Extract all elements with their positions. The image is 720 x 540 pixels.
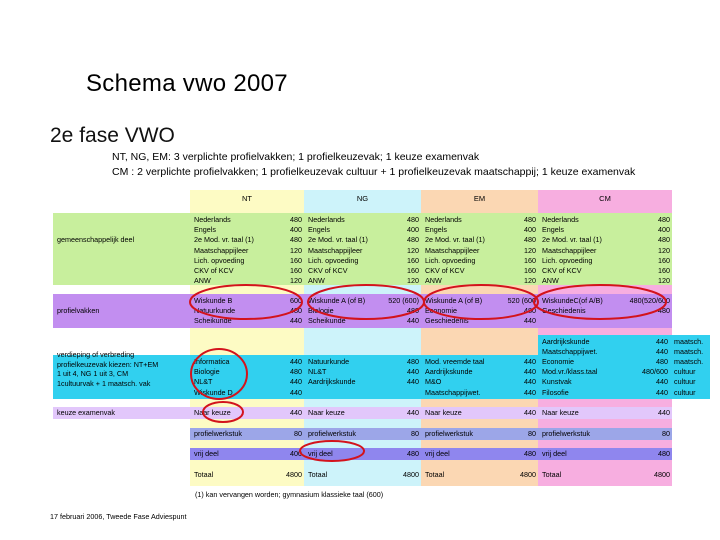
gemeenschappelijk-row-subject: Nederlands [542,215,579,224]
vrij-subject: vrij deel [425,449,450,458]
verdieping-subject: Economie [542,357,574,366]
profielvakken-row-subject: Natuurkunde [194,306,236,316]
totaal-subject: Totaal [308,470,328,479]
gemeenschappelijk-row-subject: Maatschappijleer [425,245,480,255]
gemeenschappelijk-row-subject: Maatschappijleer [194,245,249,255]
verdieping-hours: 440 [407,377,419,387]
verdieping-category: cultuur [674,377,696,387]
verdieping-hours: 440 [524,357,536,366]
verdieping-subject: Aardrijkskunde [308,377,356,387]
footer: 17 februari 2006, Tweede Fase Adviespunt [50,512,187,521]
gemeenschappelijk-row-hours: 480 [524,235,536,245]
gemeenschappelijk-row-hours: 480 [290,235,302,245]
oval-wiskunde-em [424,285,538,319]
gemeenschappelijk-row-hours: 400 [658,225,670,235]
gemeenschappelijk-row-subject: 2e Mod. vr. taal (1) [194,235,254,245]
totaal-subject: Totaal [542,470,562,479]
verdieping-subject: NL&T [194,377,213,387]
gemeenschappelijk-row-subject: ANW [308,276,325,286]
profielvakken-row-hours: 440 [524,316,536,326]
gemeenschappelijk-row-hours: 160 [407,266,419,275]
profielwerkstuk-hours: 80 [411,429,419,438]
keuze-hours: 440 [524,408,536,417]
gemeenschappelijk-row-subject: Lich. opvoeding [542,255,593,265]
profielvakken-row-subject: Biologie [308,306,334,316]
oval-vrij-deel-ng [300,441,364,461]
profielvakken-row-hours: 480 [524,306,536,316]
verdieping-hours: 440 [524,377,536,387]
gemeenschappelijk-row-hours: 480 [658,215,670,224]
totaal-subject: Totaal [194,470,214,479]
totaal-hours: 4800 [403,470,419,479]
label-verdieping-3: 1 uit 4, NG 1 uit 3, CM [57,369,129,378]
gemeenschappelijk-row-hours: 400 [290,225,302,235]
verdieping-cm-category: maatsch. [674,337,704,346]
gemeenschappelijk-row-hours: 120 [658,276,670,286]
gemeenschappelijk-row-subject: Maatschappijleer [542,245,597,255]
gemeenschappelijk-row-subject: Lich. opvoeding [194,255,245,265]
gemeenschappelijk-row-hours: 120 [658,245,670,255]
verdieping-subject: Informatica [194,357,230,366]
gemeenschappelijk-row-subject: 2e Mod. vr. taal (1) [308,235,368,245]
verdieping-cm-hours: 440 [656,347,668,357]
profielvakken-row-hours: 480 [290,306,302,316]
verdieping-subject: Mod. vreemde taal [425,357,485,366]
footnote: (1) kan vervangen worden; gymnasium klassieke taal (600) [195,490,384,499]
gemeenschappelijk-row-subject: Maatschappijleer [308,245,363,255]
verdieping-category: cultuur [674,367,696,377]
gemeenschappelijk-row-hours: 120 [524,245,536,255]
gemeenschappelijk-row-hours: 160 [407,255,419,265]
gemeenschappelijk-row-subject: ANW [194,276,211,286]
gemeenschappelijk-row-hours: 160 [290,255,302,265]
gemeenschappelijk-row-subject: Nederlands [308,215,345,224]
gemeenschappelijk-row-hours: 120 [290,276,302,286]
profielvakken-row-subject: Scheikunde [308,316,346,326]
verdieping-hours: 440 [524,367,536,377]
verdieping-cm-subject: Aardrijkskunde [542,337,590,346]
vrij-subject: vrij deel [308,449,333,458]
gemeenschappelijk-row-hours: 160 [658,255,670,265]
gemeenschappelijk-row-hours: 160 [524,266,536,275]
verdieping-hours: 440 [407,367,419,377]
column-header-em: EM [473,194,486,203]
gemeenschappelijk-row-subject: Engels [194,225,216,235]
gemeenschappelijk-row-hours: 120 [524,276,536,286]
profielvakken-row-subject: Geschiedenis [425,316,469,326]
profielvakken-row-subject: WiskundeC(of A/B) [542,296,603,305]
totaal-hours: 4800 [286,470,302,479]
keuze-subject: Naar keuze [308,408,345,417]
keuze-hours: 440 [290,408,302,417]
verdieping-category: cultuur [674,387,696,397]
gemeenschappelijk-row-subject: ANW [425,276,442,286]
verdieping-subject: M&O [425,377,442,387]
gemeenschappelijk-row-hours: 480 [658,235,670,245]
profielvakken-row-hours: 480(520/600 [629,296,670,305]
profielwerkstuk-hours: 80 [528,429,536,438]
profielvakken-row-subject: Geschiedenis [542,306,586,316]
verdieping-hours: 440 [524,387,536,397]
verdieping-cm-subject: Maatschappijwet. [542,347,598,357]
verdieping-subject: Natuurkunde [308,357,350,366]
profielvakken-row-hours: 520 (600) [388,296,419,305]
keuze-subject: Naar keuze [425,408,462,417]
verdieping-hours: 480/600 [642,367,668,377]
gemeenschappelijk-row-subject: Engels [425,225,447,235]
label-verdieping-2: profielkeuzevak kiezen: NT+EM [57,359,159,369]
gemeenschappelijk-row-subject: CKV of KCV [425,266,465,275]
document-title: 2e fase VWO [50,124,175,147]
gemeenschappelijk-row-hours: 120 [407,245,419,255]
gemeenschappelijk-row-subject: Nederlands [425,215,462,224]
gemeenschappelijk-row-hours: 480 [407,235,419,245]
profielvakken-row-subject: Scheikunde [194,316,232,326]
profielwerkstuk-hours: 80 [662,429,670,438]
column-header-nt: NT [242,194,252,203]
vrij-hours: 480 [658,449,670,458]
totaal-subject: Totaal [425,470,445,479]
gemeenschappelijk-row-hours: 400 [407,225,419,235]
verdieping-subject: Wiskunde D [194,387,233,397]
profielvakken-row-subject: Wiskunde A (of B) [308,296,366,305]
verdieping-subject: Aardrijkskunde [425,367,473,377]
verdieping-cm-category: maatsch. [674,347,704,357]
vrij-hours: 480 [524,449,536,458]
note-line-1: NT, NG, EM: 3 verplichte profielvakken; 1 profielkeuzevak; 1 keuze examenvak [112,151,480,163]
vrij-subject: vrij deel [542,449,567,458]
verdieping-subject: Kunstvak [542,377,572,387]
gemeenschappelijk-row-hours: 160 [524,255,536,265]
gemeenschappelijk-row-subject: 2e Mod. vr. taal (1) [542,235,602,245]
profielvakken-row-hours: 480 [658,306,670,316]
profielvakken-row-hours: 480 [407,306,419,316]
gemeenschappelijk-row-hours: 160 [290,266,302,275]
label-profielvakken: profielvakken [57,306,100,315]
gemeenschappelijk-row-subject: 2e Mod. vr. taal (1) [425,235,485,245]
profielvakken-row-subject: Economie [425,306,457,316]
verdieping-hours: 480 [290,367,302,377]
gemeenschappelijk-row-subject: CKV of KCV [308,266,348,275]
gemeenschappelijk-row-subject: CKV of KCV [194,266,234,275]
label-verdieping-1: verdieping of verbreding [57,350,135,359]
oval-naar-keuze-nt [203,402,243,422]
oval-wiskunde-nt [190,285,302,319]
column-header-cm: CM [599,194,611,203]
gemeenschappelijk-row-hours: 400 [524,225,536,235]
verdieping-subject: NL&T [308,367,327,377]
verdieping-hours: 480 [656,357,668,366]
vrij-hours: 400 [290,449,302,458]
vrij-hours: 480 [407,449,419,458]
verdieping-subject: Maatschappijwet. [425,387,481,397]
totaal-hours: 4800 [654,470,670,479]
profielwerkstuk-subject: profielwerkstuk [194,429,242,438]
oval-biologie-wiskunde-d [191,349,247,399]
verdieping-hours: 440 [656,377,668,387]
label-keuze: keuze examenvak [57,408,115,417]
keuze-subject: Naar keuze [194,408,231,417]
verdieping-subject: Biologie [194,367,220,377]
verdieping-category: maatsch. [674,357,704,366]
verdieping-cm-hours: 440 [656,337,668,346]
profielvakken-row-hours: 520 (600 [507,296,536,305]
gemeenschappelijk-row-hours: 120 [407,276,419,286]
gemeenschappelijk-row-hours: 480 [407,215,419,224]
gemeenschappelijk-row-subject: Engels [308,225,330,235]
profielvakken-row-subject: Wiskunde B [194,296,233,305]
verdieping-subject: Filosofie [542,387,569,397]
profielwerkstuk-subject: profielwerkstuk [542,429,590,438]
keuze-hours: 440 [658,408,670,417]
profielvakken-row-hours: 440 [407,316,419,326]
profielwerkstuk-hours: 80 [294,429,302,438]
verdieping-hours: 480 [407,357,419,366]
gemeenschappelijk-row-subject: CKV of KCV [542,266,582,275]
verdieping-hours: 440 [290,357,302,366]
label-verdieping-4: 1cultuurvak + 1 maatsch. vak [57,378,151,388]
keuze-subject: Naar keuze [542,408,579,417]
verdieping-subject: Mod.vr./klass.taal [542,367,598,377]
gemeenschappelijk-row-subject: Engels [542,225,564,235]
slide-title: Schema vwo 2007 [86,70,288,97]
verdieping-hours: 440 [290,387,302,397]
oval-wiskunde-cm [534,285,666,319]
verdieping-hours: 440 [290,377,302,387]
vrij-subject: vrij deel [194,449,219,458]
profielwerkstuk-subject: profielwerkstuk [425,429,473,438]
gemeenschappelijk-row-hours: 480 [524,215,536,224]
profielwerkstuk-subject: profielwerkstuk [308,429,356,438]
oval-wiskunde-ng [308,285,424,319]
profielvakken-row-hours: 440 [290,316,302,326]
gemeenschappelijk-row-hours: 480 [290,215,302,224]
gemeenschappelijk-row-subject: Nederlands [194,215,231,224]
verdieping-hours: 440 [656,387,668,397]
gemeenschappelijk-row-subject: Lich. opvoeding [308,255,359,265]
totaal-hours: 4800 [520,470,536,479]
column-header-ng: NG [356,194,369,203]
label-gemeenschappelijk: gemeenschappelijk deel [57,235,135,244]
note-line-2: CM : 2 verplichte profielvakken; 1 profielkeuzevak cultuur + 1 profielkeuzevak maatschappij; 1 keuze examenvak [112,166,636,178]
gemeenschappelijk-row-hours: 160 [658,266,670,275]
gemeenschappelijk-row-subject: ANW [542,276,559,286]
keuze-hours: 440 [407,408,419,417]
profielvakken-row-hours: 600 [290,296,302,305]
gemeenschappelijk-row-subject: Lich. opvoeding [425,255,476,265]
profielvakken-row-subject: Wiskunde A (of B) [425,296,483,305]
gemeenschappelijk-row-hours: 120 [290,245,302,255]
